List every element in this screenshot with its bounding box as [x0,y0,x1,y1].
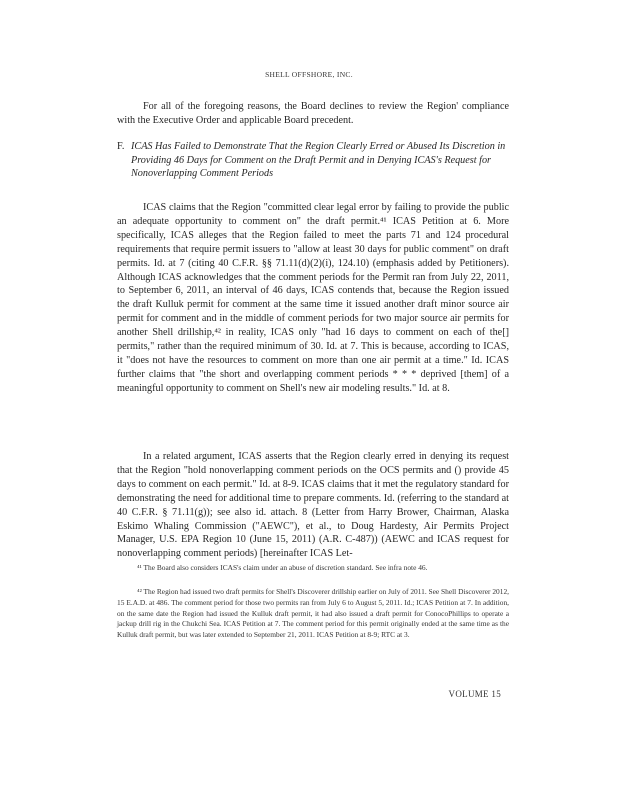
footnote-42 [117,587,509,641]
body-paragraph-2 [117,450,509,561]
paragraph-text: In a related argument, ICAS asserts that the Region clearly erred in denying its request that the Region "hold nonoverlapping comment periods on the OCS permits and () provide 45 days to comment on each permit." Id. at 8-9. ICAS claims that it met the regulatory standard for demonstrating the need for additional time to prepare comments. Id. (referring to the standard at 40 C.F.R. § 71.11(g)); see also id. attach. 8 (Letter from Harry Brower, Chairman, Alaska Eskimo Whaling Commission ("AEWC"), et al., to Doug Hardesty, Air Permits Project Manager, U.S. EPA Region 10 (June 15, 2011) (A.R. C-487)) (AEWC and ICAS request for nonoverlapping comment periods) [hereinafter ICAS Let- [117,451,509,560]
footnote-text: ⁴¹ The Board also considers ICAS's claim under an abuse of discretion standard. See infra note 46. [137,563,428,572]
footnote-41 [117,563,509,574]
intro-paragraph [117,100,509,128]
paragraph-text: For all of the foregoing reasons, the Board declines to review the Region' compliance with the Executive Order and applicable Board precedent. [117,101,509,126]
paragraph-text: ICAS claims that the Region "committed clear legal error by failing to provide the public an adequate opportunity to comment on" the draft permit.⁴¹ ICAS Petition at 6. More specifically, ICAS alleges that the Region failed to meet the parts 71 and 124 procedural requirements that require permit issuers to "allow at least 30 days for public comment" on draft permits. Id. at 7 (citing 40 C.F.R. §§ 71.11(d)(2)(i), 124.10) (emphasis added by Petitioners). Although ICAS acknowledges that the comment periods for the Permit ran from July 22, 2011, to September 6, 2011, an interval of 46 days, ICAS contends that, because the Region issued the draft Kulluk permit for comment at the same time it issued another draft minor source air permit for comment and in the middle of comment periods for two major source air permits for another Shell drillship,⁴² in reality, ICAS only "had 16 days to comment on each of the[] permits," rather than the required minimum of 30. Id. at 7. This is because, according to ICAS, it "does not have the resources to comment on more than one air permit at a time." Id. ICAS further claims that "the short and overlapping comment periods * * * deprived [them] of a meaningful opportunity to comment on Shell's new air modeling results." Id. at 8. [117,202,509,394]
volume-folio: VOLUME 15 [448,689,501,699]
footnote-text: ⁴² The Region had issued two draft permits for Shell's Discoverer drillship earlier on July of 2011. See Shell Discoverer 2012, 15 E.A.D. at 486. The comment period for those two permits ran from July 6 to August 5, 2011. Id.; ICAS Petition at 7. In addition, on the same date the Region had issued the Kulluk draft permit, it had also issued a draft permit for ConocoPhillips to operate a jackup drill rig in the Chukchi Sea. ICAS Petition at 7. The comment period for this permit originally ended at the same time as the Kulluk draft permit, but was later extended to September 21, 2011. ICAS Petition at 8-9; RTC at 3. [117,587,509,640]
section-title: ICAS Has Failed to Demonstrate That the Region Clearly Erred or Abused Its Discretion in Providing 46 Days for Comment on the Draft Permit and in Denying ICAS's Request for Nonoverlapping Comment Periods [131,141,506,180]
section-letter: F. [117,141,125,152]
running-head: SHELL OFFSHORE, INC. [265,70,353,79]
section-heading [117,140,507,181]
body-paragraph-1 [117,201,509,396]
